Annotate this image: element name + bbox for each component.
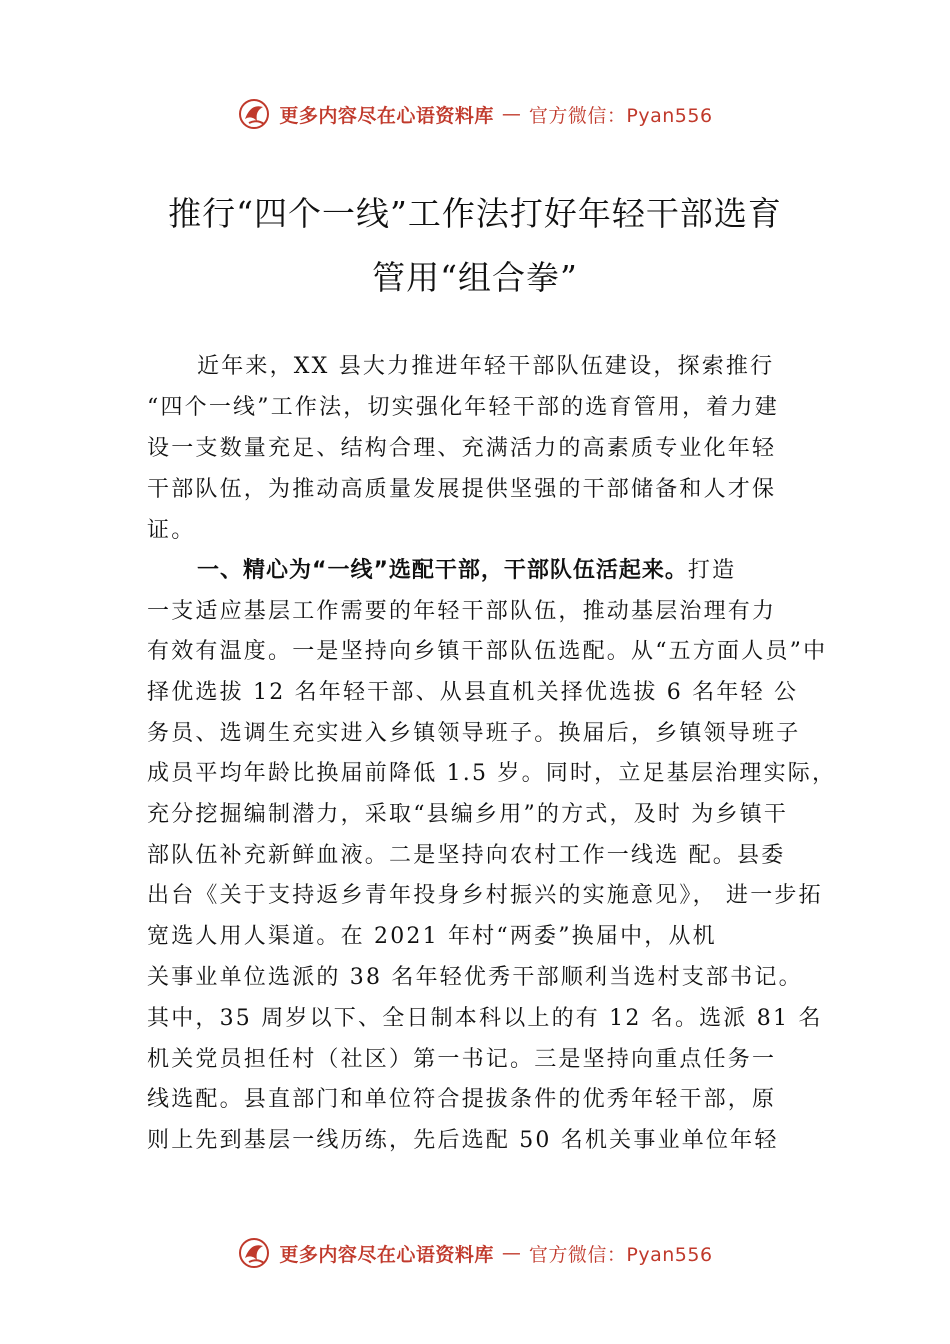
intro-line: 证。: [147, 518, 196, 543]
watermark-separator: —: [501, 1242, 521, 1264]
section-1-line: 择优选拔 12 名年轻干部、从县直机关择优选拔 6 名年轻 公: [147, 680, 799, 705]
intro-line: 近年来，XX 县大力推进年轻干部队伍建设，探索推行: [197, 354, 775, 379]
section-1-line: 充分挖掘编制潜力，采取“县编乡用”的方式，及时 为乡镇干: [147, 802, 789, 827]
watermark-wechat-text: 官方微信：Pyan556: [528, 104, 713, 127]
intro-line: 干部队伍，为推动高质量发展提供坚强的干部储备和人才保: [147, 477, 777, 502]
section-1-line: 机关党员担任村（社区）第一书记。三是坚持向重点任务一: [147, 1047, 777, 1072]
section-1-line: 线选配。县直部门和单位符合提拔条件的优秀年轻干部，原: [147, 1087, 777, 1112]
swirl-logo-icon: [237, 1236, 271, 1270]
section-1-heading: 一、精心为“一线”选配干部，干部队伍活起来。: [197, 558, 688, 583]
section-1-line: 则上先到基层一线历练，先后选配 50 名机关事业单位年轻: [147, 1128, 779, 1153]
intro-line: “四个一线”工作法，切实强化年轻干部的选育管用，着力建: [147, 395, 779, 420]
watermark-separator: —: [501, 103, 521, 125]
section-1-line: 宽选人用人渠道。在 2021 年村“两委”换届中，从机: [147, 924, 717, 949]
section-1-line: 有效有温度。一是坚持向乡镇干部队伍选配。从“五方面人员”中: [147, 639, 828, 664]
swirl-logo-icon: [237, 97, 271, 131]
section-1-line: 一支适应基层工作需要的年轻干部队伍，推动基层治理有力: [147, 599, 777, 624]
footer-watermark: [0, 1233, 950, 1273]
header-watermark: [0, 94, 950, 134]
document-title-line-2: 管用“组合拳”: [372, 258, 578, 297]
section-1-line: 关事业单位选派的 38 名年轻优秀干部顺利当选村支部书记。: [147, 965, 803, 990]
watermark-site-text: 更多内容尽在心语资料库: [279, 1243, 494, 1266]
section-1-line: 务员、选调生充实进入乡镇领导班子。换届后，乡镇领导班子: [147, 721, 801, 746]
section-1-line: 部队伍补充新鲜血液。二是坚持向农村工作一线选 配。县委: [147, 843, 786, 868]
section-1-heading-tail: 打造: [687, 558, 737, 583]
watermark-site-text: 更多内容尽在心语资料库: [279, 104, 494, 127]
document-title-line-1: 推行“四个一线”工作法打好年轻干部选育: [168, 194, 782, 233]
watermark-wechat-text: 官方微信：Pyan556: [528, 1243, 713, 1266]
section-1-line: 成员平均年龄比换届前降低 1.5 岁。同时，立足基层治理实际，: [147, 761, 837, 786]
section-1-line: 出台《关于支持返乡青年投身乡村振兴的实施意见》， 进一步拓: [147, 883, 823, 908]
section-1-heading-line: [197, 556, 887, 586]
section-1-line: 其中，35 周岁以下、全日制本科以上的有 12 名。选派 81 名: [147, 1006, 823, 1031]
intro-line: 设一支数量充足、结构合理、充满活力的高素质专业化年轻: [147, 436, 777, 461]
